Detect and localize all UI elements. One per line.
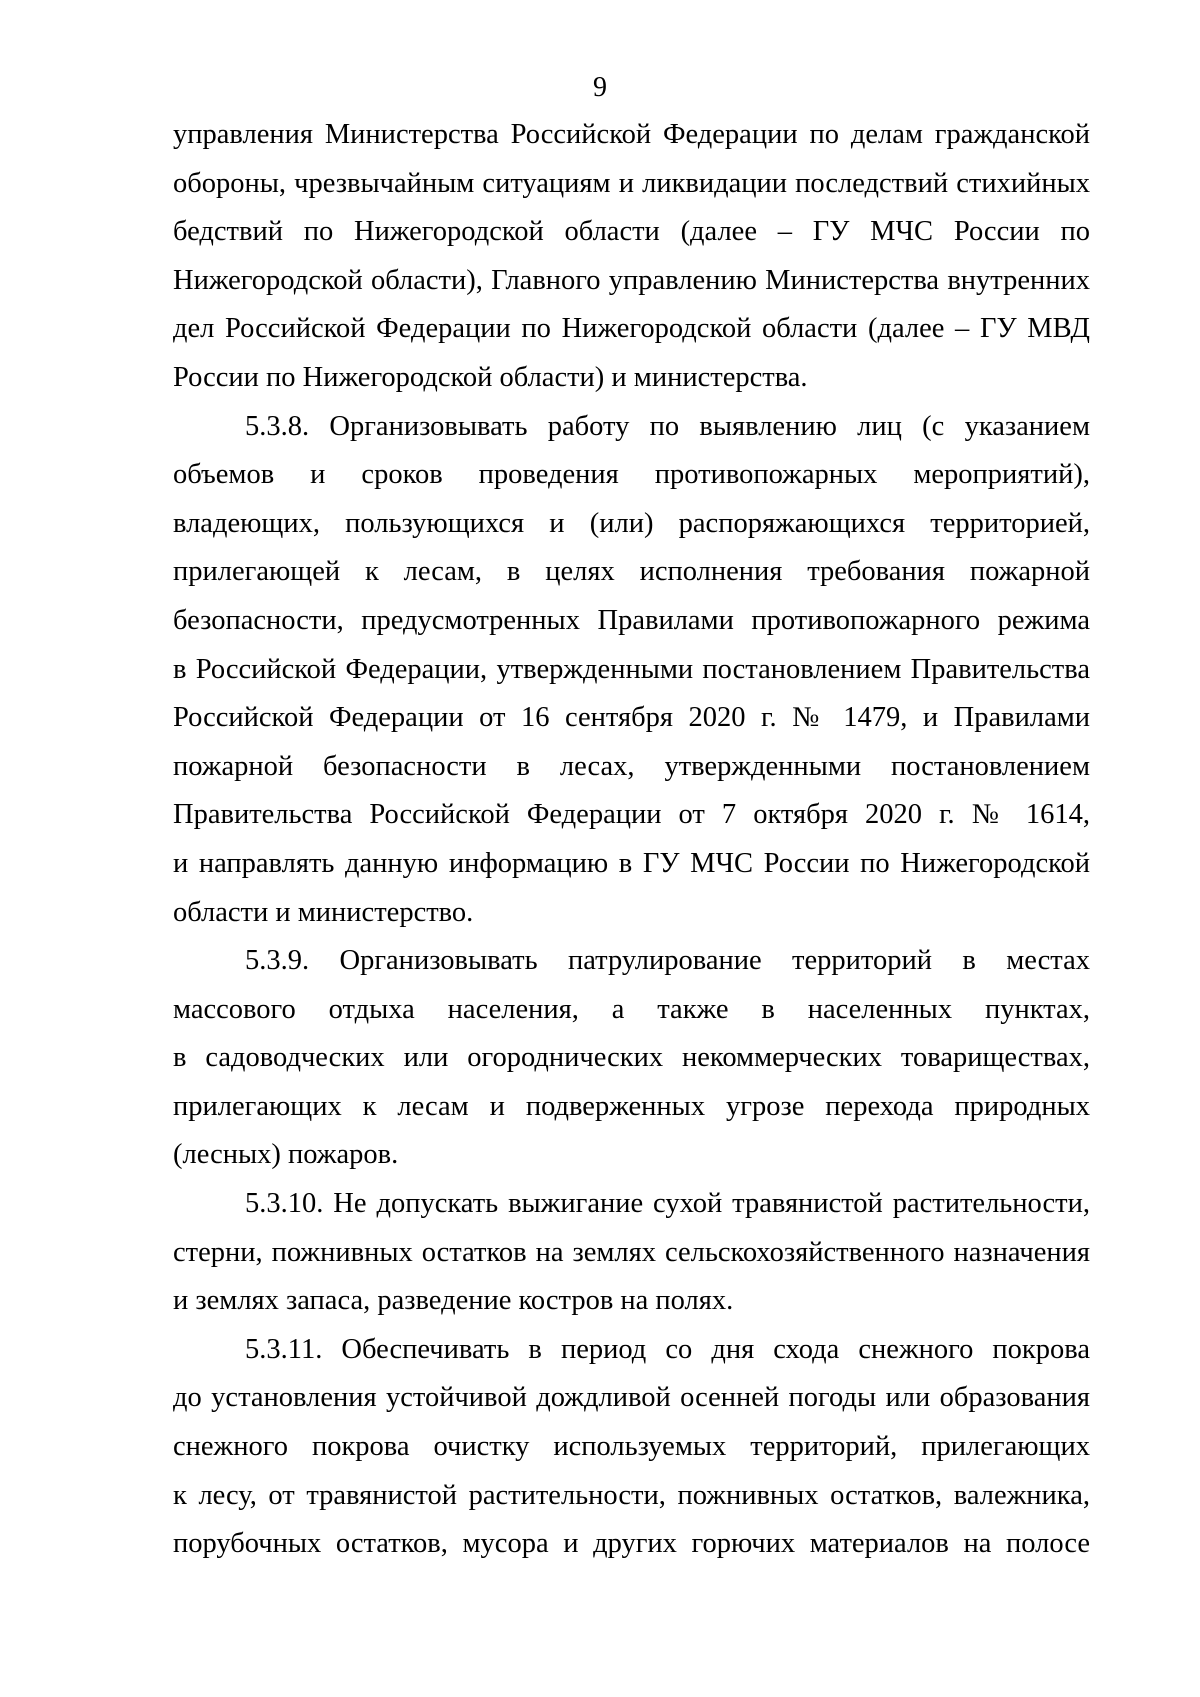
text-line: Нижегородской области), Главного управлению Министерства внутренних [173, 264, 1090, 296]
text-line: области и министерство. [173, 896, 474, 928]
paragraph-5-3-11 [173, 1326, 1090, 1569]
paragraph-5-3-9 [173, 937, 1090, 1180]
text-line: 5.3.8. Организовывать работу по выявлению лиц (с указанием [245, 410, 1090, 442]
text-line: 5.3.10. Не допускать выжигание сухой травянистой растительности, [245, 1188, 1090, 1220]
text-line: прилегающих к лесам и подверженных угрозе перехода природных [173, 1090, 1090, 1122]
text-line: Российской Федерации от 16 сентября 2020 г. № 1479, и Правилами [173, 702, 1090, 734]
text-line: управления Министерства Российской Федерации по делам гражданской [173, 119, 1090, 150]
page-number: 9 [593, 72, 607, 103]
text-line: стерни, пожнивных остатков на землях сельскохозяйственного назначения [173, 1236, 1090, 1268]
text-line: до установления устойчивой дождливой осенней погоды или образования [173, 1382, 1090, 1414]
text-line: Правительства Российской Федерации от 7 октября 2020 г. № 1614, [173, 799, 1090, 831]
text-line: объемов и сроков проведения противопожарных мероприятий), [173, 459, 1090, 491]
text-line: и направлять данную информацию в ГУ МЧС России по Нижегородской [173, 847, 1090, 879]
text-line: снежного покрова очистку используемых территорий, прилегающих [173, 1431, 1090, 1463]
paragraph-5-3-10 [173, 1180, 1090, 1326]
text-line: дел Российской Федерации по Нижегородской области (далее – ГУ МВД [173, 313, 1090, 345]
text-line: 5.3.9. Организовывать патрулирование территорий в местах [245, 945, 1090, 977]
paragraph-5-3-8 [173, 403, 1090, 938]
text-line: прилегающей к лесам, в целях исполнения требования пожарной [173, 556, 1090, 588]
text-line: массового отдыха населения, а также в населенных пунктах, [173, 993, 1090, 1025]
text-line: безопасности, предусмотренных Правилами противопожарного режима [173, 604, 1090, 636]
paragraph-continuation [173, 111, 1090, 403]
text-line: пожарной безопасности в лесах, утвержденными постановлением [173, 750, 1090, 782]
text-line: в садоводческих или огороднических некоммерческих товариществах, [173, 1042, 1090, 1074]
text-line: порубочных остатков, мусора и других горючих материалов на полосе [173, 1528, 1090, 1560]
text-line: бедствий по Нижегородской области (далее – ГУ МЧС России по [173, 216, 1090, 248]
document-body [173, 111, 1090, 1569]
text-line: и землях запаса, разведение костров на полях. [173, 1285, 734, 1317]
text-line: в Российской Федерации, утвержденными постановлением Правительства [173, 653, 1090, 685]
text-line: 5.3.11. Обеспечивать в период со дня схода снежного покрова [245, 1333, 1090, 1365]
text-line: России по Нижегородской области) и министерства. [173, 361, 808, 393]
text-line: обороны, чрезвычайным ситуациям и ликвидации последствий стихийных [173, 167, 1090, 199]
text-line: к лесу, от травянистой растительности, пожнивных остатков, валежника, [173, 1479, 1090, 1511]
text-line: (лесных) пожаров. [173, 1139, 399, 1171]
text-line: владеющих, пользующихся и (или) распоряжающихся территорией, [173, 507, 1090, 539]
